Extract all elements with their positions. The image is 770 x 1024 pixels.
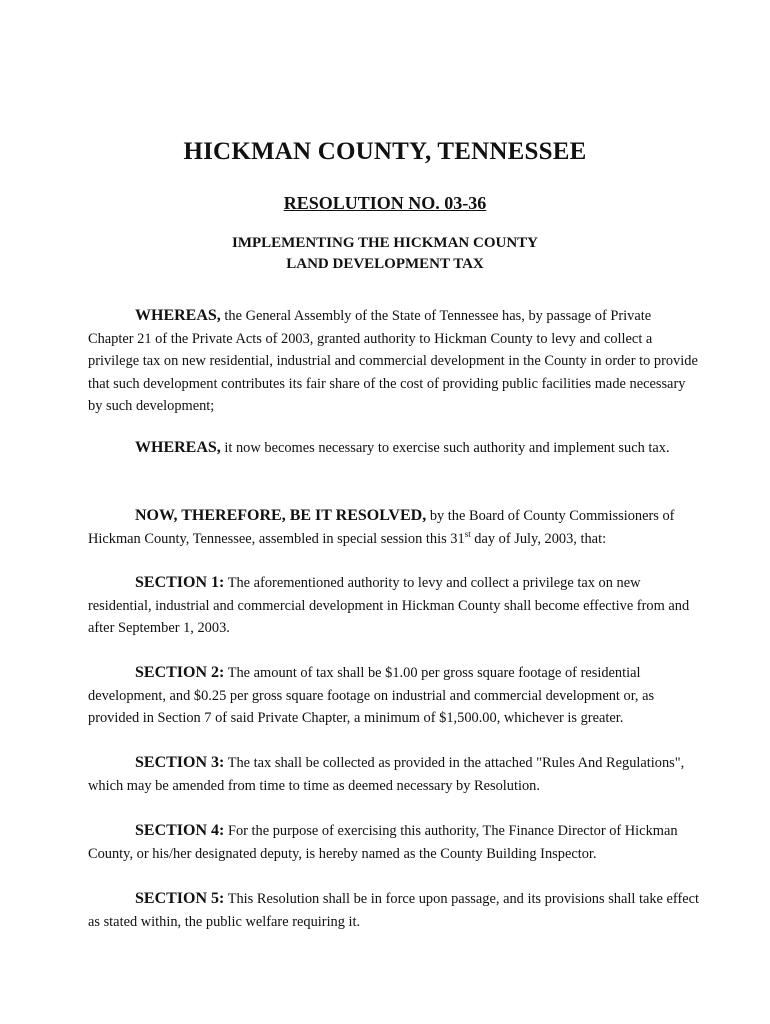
subtitle-line-2: LAND DEVELOPMENT TAX bbox=[286, 256, 484, 272]
section-2-lead: SECTION 2: bbox=[135, 664, 225, 681]
section-5-paragraph bbox=[88, 888, 700, 933]
whereas-paragraph-2 bbox=[88, 437, 700, 460]
resolved-paragraph bbox=[88, 505, 700, 550]
section-2-text: The amount of tax shall be $1.00 per gross square footage of residential development, and $0.25 per gross square footage on industrial and commercial development or, as provided in Section 7 of said Private Chapter, a minimum of $1,500.00, whichever is greater. bbox=[88, 665, 655, 726]
section-5-lead: SECTION 5: bbox=[135, 890, 225, 907]
section-4-paragraph bbox=[88, 820, 700, 865]
whereas-1-lead: WHEREAS, bbox=[135, 307, 221, 324]
whereas-2-lead: WHEREAS, bbox=[135, 439, 221, 456]
document-title: HICKMAN COUNTY, TENNESSEE bbox=[183, 138, 587, 165]
resolution-number: RESOLUTION NO. 03-36 bbox=[283, 193, 487, 213]
resolved-text-b: day of July, 2003, that: bbox=[470, 530, 607, 547]
section-4-lead: SECTION 4: bbox=[135, 822, 225, 839]
section-3-text: The tax shall be collected as provided in the attached "Rules And Regulations", which may be amended from time to time as deemed necessary by Resolution. bbox=[88, 755, 685, 794]
resolved-ordinal-suffix: st bbox=[464, 528, 471, 539]
section-1-paragraph bbox=[88, 572, 700, 640]
section-3-paragraph bbox=[88, 752, 700, 797]
section-4-text: For the purpose of exercising this authority, The Finance Director of Hickman County, or his/her designated deputy, is hereby named as the County Building Inspector. bbox=[88, 823, 678, 862]
section-5-text: This Resolution shall be in force upon passage, and its provisions shall take effect as stated within, the public welfare requiring it. bbox=[88, 891, 700, 930]
section-1-lead: SECTION 1: bbox=[135, 574, 225, 591]
section-1-text: The aforementioned authority to levy and collect a privilege tax on new residential, industrial and commercial development in Hickman County shall become effective from and after September 1, 2003. bbox=[88, 575, 690, 636]
resolved-text-a: by the Board of County Commissioners of Hickman County, Tennessee, assembled in special session this 31 bbox=[88, 508, 675, 547]
section-3-lead: SECTION 3: bbox=[135, 754, 225, 771]
resolved-lead: NOW, THEREFORE, BE IT RESOLVED, bbox=[135, 507, 427, 524]
subtitle-line-1: IMPLEMENTING THE HICKMAN COUNTY bbox=[232, 235, 538, 251]
whereas-paragraph-1 bbox=[88, 305, 700, 418]
section-2-paragraph bbox=[88, 662, 700, 730]
whereas-2-text: it now becomes necessary to exercise such authority and implement such tax. bbox=[220, 440, 670, 456]
resolution-subtitle bbox=[0, 233, 770, 275]
whereas-1-text: the General Assembly of the State of Tennessee has, by passage of Private Chapter 21 of the Private Acts of 2003, granted authority to Hickman County to levy and collect a privilege tax on new residential, industrial and commercial development in the County in order to provide that such development contributes its fair share of the cost of providing public facilities made necessary by such development; bbox=[88, 308, 698, 414]
